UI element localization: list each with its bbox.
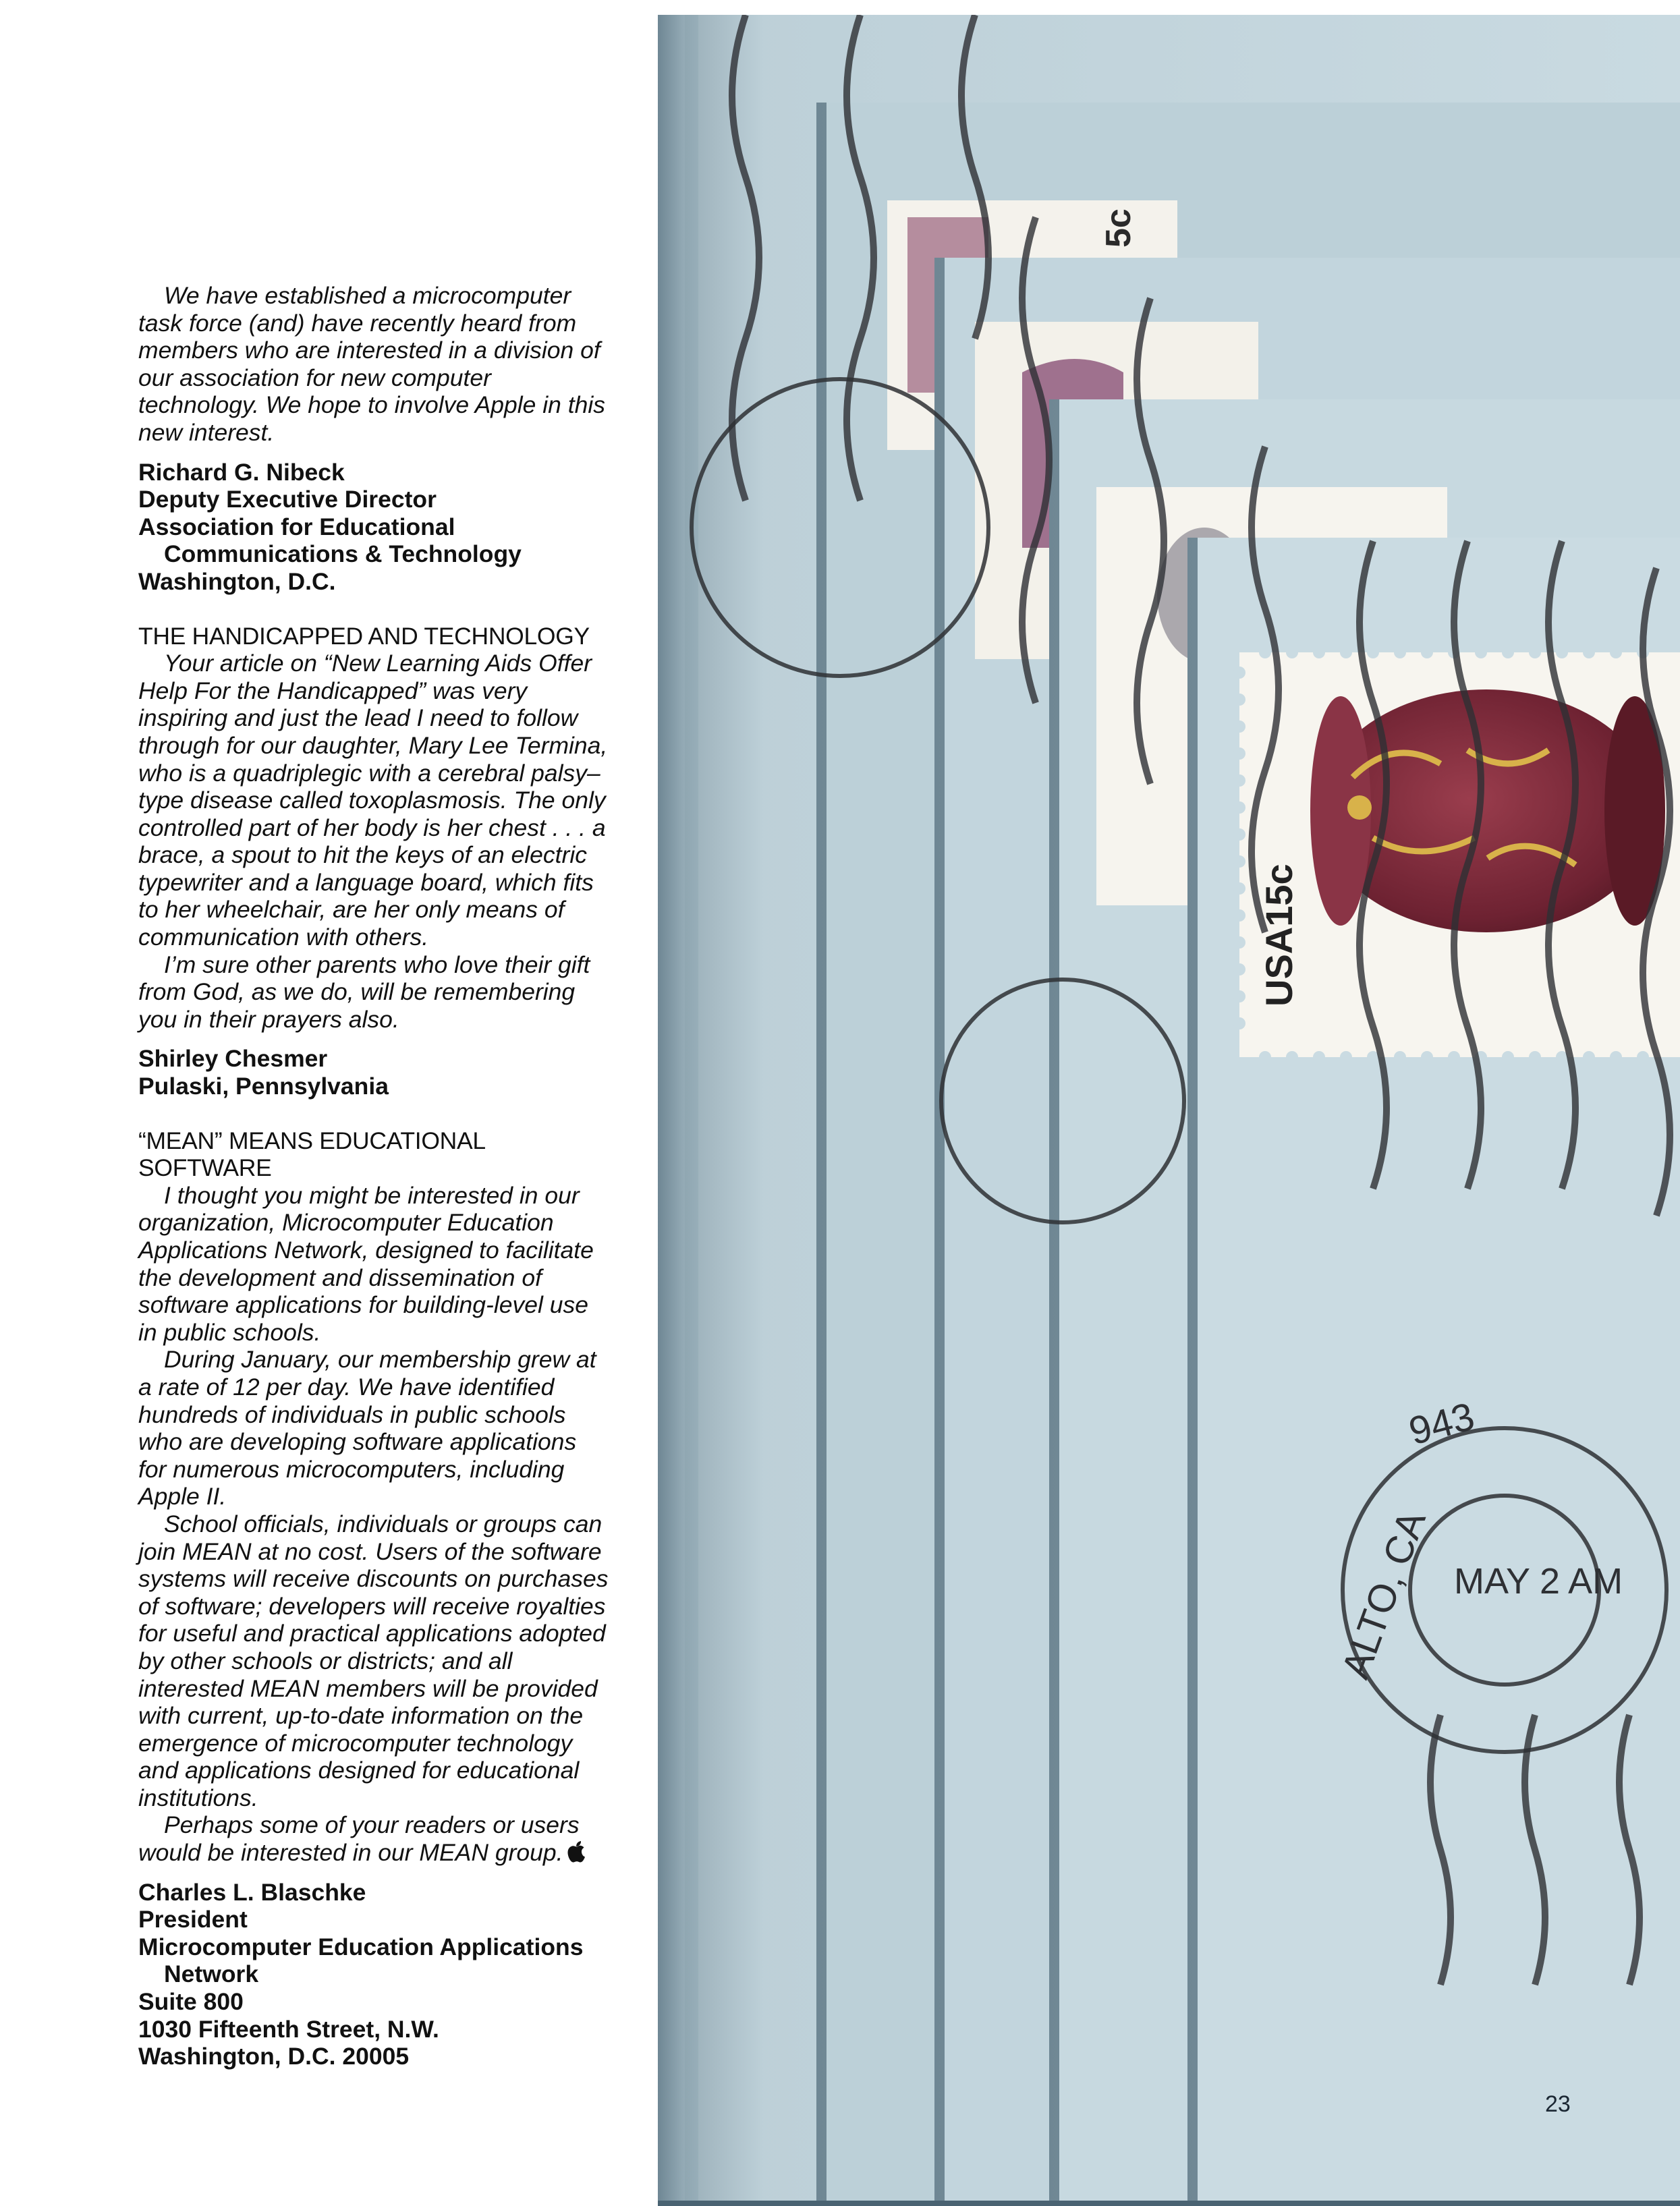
signature-name: Richard G. Nibeck [138, 458, 345, 486]
postmark-date: MAY 2 AM [1454, 1561, 1623, 1602]
letter-1-signature [138, 459, 611, 596]
letter-3-paragraph-2: During January, our membership grew at a rate of 12 per day. We have identified hundreds of individuals in public schools who are developing software applications for numerous microcomputers, including Apple II. [138, 1346, 596, 1510]
letters-column [138, 282, 611, 2070]
signature-line: 1030 Fifteenth Street, N.W. [138, 2015, 439, 2043]
letter-2-heading: THE HANDICAPPED AND TECHNOLOGY [138, 622, 590, 650]
letter-2-paragraph-2: I’m sure other parents who love their gift from God, as we do, will be remembering you in their prayers also. [138, 951, 590, 1033]
letter-3 [138, 1127, 611, 2070]
letter-3-signature [138, 1879, 611, 2070]
stamp-5c-label: 5c [1099, 208, 1138, 248]
signature-line: Microcomputer Education Applications [138, 1933, 584, 1960]
letter-3-paragraph-3: School officials, individuals or groups can join MEAN at no cost. Users of the software systems will receive discounts on purchases of software; developers will receive royalties for useful and practical applications adopted by other schools or districts; and all interested MEAN members will be provided with current, up-to-date information on the emergence of microcomputer technology and applications designed for educational institutions. [138, 1510, 609, 1811]
stamp-thimble-label: USA15c [1258, 864, 1300, 1007]
letter-2 [138, 623, 611, 1100]
letter-2-paragraph-1: Your article on “New Learning Aids Offer Help For the Handicapped” was very inspiring and just the lead I need to follow through for our daughter, Mary Lee Termina, who is a quadriplegic with a cerebral palsy–type disease called toxoplasmosis. The only controlled part of her body is her chest . . . a brace, a spout to hit the keys of an electric typewriter and a language board, which fits to her wheelchair, are her only means of communication with others. [138, 650, 608, 951]
signature-line: Washington, D.C. [138, 567, 336, 595]
apple-logo-icon [567, 1840, 587, 1863]
signature-line: Network [164, 1960, 259, 1988]
signature-line: President [138, 1906, 248, 1933]
letter-2-signature [138, 1045, 611, 1100]
postmark-zip: 943 [1404, 1394, 1479, 1454]
signature-line: Washington, D.C. 20005 [138, 2043, 410, 2070]
signature-line: Pulaski, Pennsylvania [138, 1073, 389, 1100]
envelopes-illustration [658, 15, 1680, 2206]
signature-line: Communications & Technology [164, 540, 522, 568]
letter-3-paragraph-4-text: Perhaps some of your readers or users would be interested in our MEAN group. [138, 1811, 580, 1867]
letter-3-paragraph-1: I thought you might be interested in our organization, Microcomputer Education Applications Network, designed to facilitate the development and dissemination of software applications for building-level use in public schools. [138, 1181, 594, 1346]
letter-1-paragraph-1: We have established a microcomputer task force (and) have recently heard from members who are interested in a division of our association for new computer technology. We hope to involve Apple in this new interest. [138, 282, 606, 446]
letter-3-heading: “MEAN” MEANS EDUCATIONAL SOFTWARE [138, 1127, 485, 1182]
page-number: 23 [1545, 2091, 1571, 2117]
signature-name: Charles L. Blaschke [138, 1878, 366, 1906]
signature-line: Suite 800 [138, 1988, 244, 2016]
signature-name: Shirley Chesmer [138, 1045, 328, 1073]
envelopes-photo [658, 15, 1680, 2206]
signature-line: Association for Educational [138, 513, 455, 540]
postmark-city: ALTO, CA [1333, 1504, 1434, 1685]
signature-line: Deputy Executive Director [138, 486, 437, 513]
letter-3-paragraph-4 [138, 1811, 611, 1866]
letter-1 [138, 282, 611, 596]
